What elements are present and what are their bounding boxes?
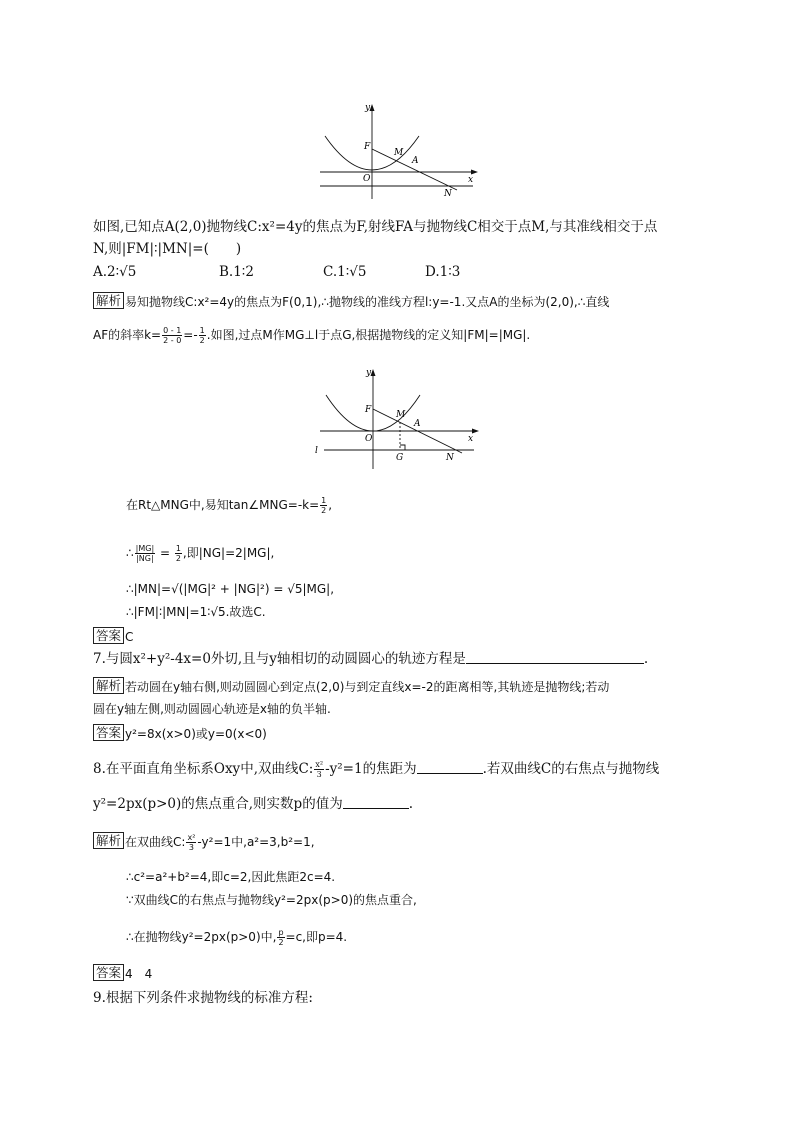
q6-step4: ∴|FM|∶|MN|=1∶√5.故选C. xyxy=(126,605,266,619)
q6-option-c: C.1∶√5 xyxy=(323,264,367,280)
fig2-G-label: G xyxy=(396,453,404,463)
fig1-O-label: O xyxy=(363,174,371,184)
fig1-N-label: N xyxy=(444,189,452,199)
q8-analysis: 解析 在双曲线C: $\frac{\text{x²}}{3}$ -y²=1中,a²=3,b²=1, xyxy=(93,832,315,852)
fig2-F-label: F xyxy=(365,405,372,415)
q7-analysis-tag: 解析 xyxy=(93,677,124,694)
q8-step2: ∵双曲线C的右焦点与抛物线y²=2px(p>0)的焦点重合, xyxy=(126,893,417,907)
fig1-M-label: M xyxy=(394,148,404,158)
half-fraction: $\frac{1}{2}$ xyxy=(199,326,205,345)
q6-option-a: A.2∶√5 xyxy=(93,264,137,280)
figure-parabola-2 xyxy=(312,365,487,470)
fig1-y-label: y xyxy=(365,103,371,113)
q8-step3: ∴在抛物线y²=2px(p>0)中, $\frac{p}{2}$ =c,即p=4. xyxy=(126,928,348,947)
q8-answer-tag: 答案 xyxy=(93,964,124,981)
q7-analysis-line2: 圆在y轴左侧,则动圆圆心轨迹是x轴的负半轴. xyxy=(93,702,331,716)
q8-stem-line2: y²=2px(p>0)的焦点重合,则实数p的值为 . xyxy=(93,796,414,812)
q6-analysis-tag: 解析 xyxy=(93,292,124,309)
q6-step2: ∴ $\frac{|MG|}{|NG|}$ = $\frac{1}{2}$ ,即|NG|=2|MG|, xyxy=(126,544,275,563)
q6-analysis-line2: AF的斜率k= $\frac{0 - 1}{2 - 0}$ =- $\frac{1}{2}$ .如图,过点M作MG⊥l于点G,根据抛物线的定义知|FM|=|MG|. xyxy=(93,326,531,345)
q6-option-b: B.1∶2 xyxy=(219,264,254,280)
slope-fraction: $\frac{0 - 1}{2 - 0}$ xyxy=(163,326,182,345)
fig2-N-label: N xyxy=(446,453,454,463)
q8-stem-line1: 8.在平面直角坐标系Oxy中,双曲线C: $\frac{\text{x²}}{3}$ -y²=1的焦距为 .若双曲线C的右焦点与抛物线 xyxy=(93,760,660,779)
q6-step1: 在Rt△MNG中,易知tan∠MNG=-k= $\frac{1}{2}$ , xyxy=(126,496,333,515)
q7-answer-tag: 答案 xyxy=(93,724,124,741)
fig2-A-label: A xyxy=(414,419,421,429)
figure-parabola-1 xyxy=(315,100,485,200)
q6-option-d: D.1∶3 xyxy=(425,264,461,280)
q8-answer: 答案 4 4 xyxy=(93,964,152,982)
fig1-x-label: x xyxy=(468,175,474,185)
q6-step3: ∴|MN|=√(|MG|² + |NG|²) = √5|MG|, xyxy=(126,582,335,596)
q8-step1: ∴c²=a²+b²=4,即c=2,因此焦距2c=4. xyxy=(126,870,336,884)
q7-answer-blank xyxy=(466,651,644,664)
q7-answer: 答案 y²=8x(x>0)或y=0(x<0) xyxy=(93,724,267,742)
q6-answer: 答案 C xyxy=(93,627,133,645)
fig1-A-label: A xyxy=(412,156,419,166)
fig1-F-label: F xyxy=(364,142,371,152)
fig2-M-label: M xyxy=(396,410,406,420)
q6-stem-line1: 如图,已知点A(2,0)抛物线C:x²=4y的焦点为F,射线FA与抛物线C相交于点M,与其准线相交于点 xyxy=(93,219,658,235)
q8-blank-2 xyxy=(343,796,409,809)
q8-frac: $\frac{\text{x²}}{3}$ xyxy=(315,760,324,779)
q7-analysis-line1: 解析 若动圆在y轴右侧,则动圆圆心到定点(2,0)与到定直线x=-2的距离相等,其轨迹是抛物线;若动 xyxy=(93,677,609,695)
q8-blank-1 xyxy=(417,761,483,774)
q7-stem: 7.与圆x²+y²-4x=0外切,且与y轴相切的动圆圆心的轨迹方程是 . xyxy=(93,651,649,667)
fig2-x-label: x xyxy=(468,434,474,444)
q6-stem-line2: N,则|FM|∶|MN|=( ) xyxy=(93,241,242,257)
fig2-O-label: O xyxy=(365,434,373,444)
fig2-y-label: y xyxy=(366,368,372,378)
q8-analysis-tag: 解析 xyxy=(93,832,124,849)
q6-analysis-line1: 解析 易知抛物线C:x²=4y的焦点为F(0,1),∴抛物线的准线方程l:y=-1.又点A的坐标为(2,0),∴直线 xyxy=(93,292,609,310)
q9-stem: 9.根据下列条件求抛物线的标准方程: xyxy=(93,990,313,1006)
fig2-l-label: l xyxy=(315,446,318,456)
q6-answer-tag: 答案 xyxy=(93,627,124,644)
